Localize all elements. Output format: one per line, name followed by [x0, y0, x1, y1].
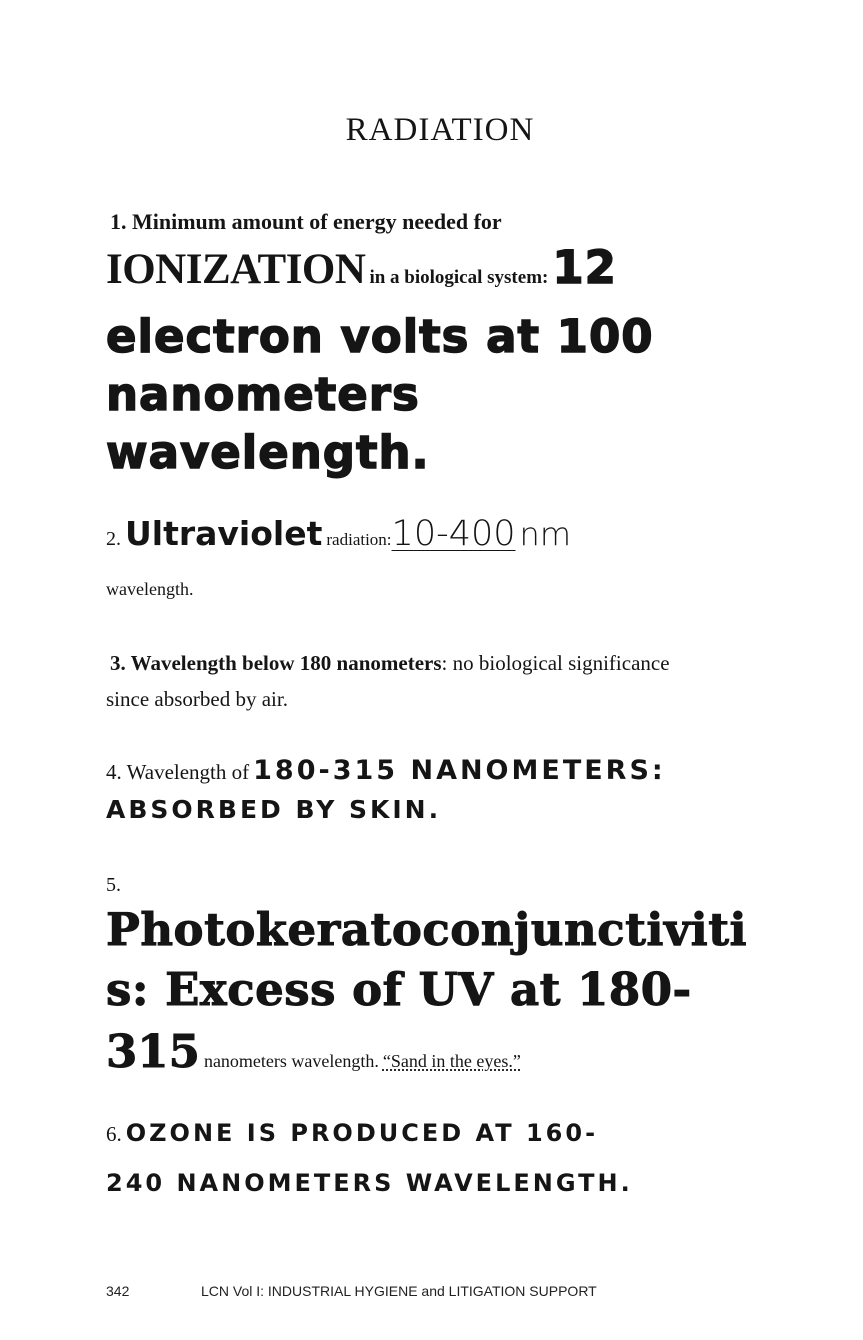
item-5-value: 315	[106, 1025, 200, 1078]
item-2-tail: wavelength.	[106, 579, 194, 599]
running-title: LCN Vol I: INDUSTRIAL HYGIENE and LITIGATION SUPPORT	[201, 1283, 597, 1299]
item-6-line1: OZONE IS PRODUCED AT 160-	[125, 1119, 599, 1147]
item-5-heavy-text: Photokeratoconjunctivitis: Excess of UV at 180-	[106, 903, 748, 1016]
item-4-value: 180-315 NANOMETERS:	[253, 755, 666, 786]
item-1-value-line2: electron volts at 100	[106, 310, 654, 363]
item-2-number: 2.	[106, 528, 121, 550]
item-2-keyword: Ultraviolet	[125, 514, 323, 553]
item-4-row	[106, 755, 796, 786]
page-number: 342	[106, 1283, 130, 1299]
item-4-lead: 4. Wavelength of	[106, 760, 250, 784]
item-3-lead: 3. Wavelength below 180 nanometers	[110, 651, 442, 675]
item-2-range: 10-400	[391, 514, 516, 554]
item-4-line2: ABSORBED BY SKIN.	[106, 795, 442, 824]
item-5-quote: “Sand in the eyes.”	[382, 1051, 521, 1071]
item-2-row	[106, 505, 796, 570]
item-1	[106, 205, 796, 482]
item-4	[106, 755, 796, 834]
item-6	[106, 1110, 796, 1206]
item-1-context: in a biological system:	[369, 267, 549, 288]
item-6-line2: 240 NANOMETERS WAVELENGTH.	[106, 1169, 633, 1197]
item-1-value-part1: 12	[552, 241, 617, 294]
item-2-unit: nm	[519, 515, 571, 553]
item-1-value-line4: wavelength.	[106, 426, 430, 479]
item-1-row-1	[106, 239, 796, 308]
page-title: RADIATION	[345, 112, 535, 148]
item-2-label: radiation:	[326, 530, 392, 549]
item-3-line-2: since absorbed by air.	[106, 687, 288, 711]
item-5-row	[106, 1020, 796, 1095]
item-6-number: 6.	[106, 1122, 122, 1146]
item-5-small: nanometers wavelength.	[203, 1051, 379, 1071]
item-2	[106, 505, 796, 604]
item-1-value-line3: nanometers	[106, 368, 420, 421]
item-3	[106, 645, 796, 717]
item-3-rest: : no biological significance	[441, 651, 670, 675]
item-1-keyword: IONIZATION	[106, 246, 366, 293]
item-6-row-1	[106, 1110, 796, 1160]
item-1-prefix: 1. Minimum amount of energy needed for	[110, 209, 502, 234]
page-footer	[106, 1283, 597, 1299]
item-3-line-1	[106, 645, 796, 681]
item-5-number: 5.	[106, 874, 121, 896]
item-5	[106, 870, 796, 1095]
